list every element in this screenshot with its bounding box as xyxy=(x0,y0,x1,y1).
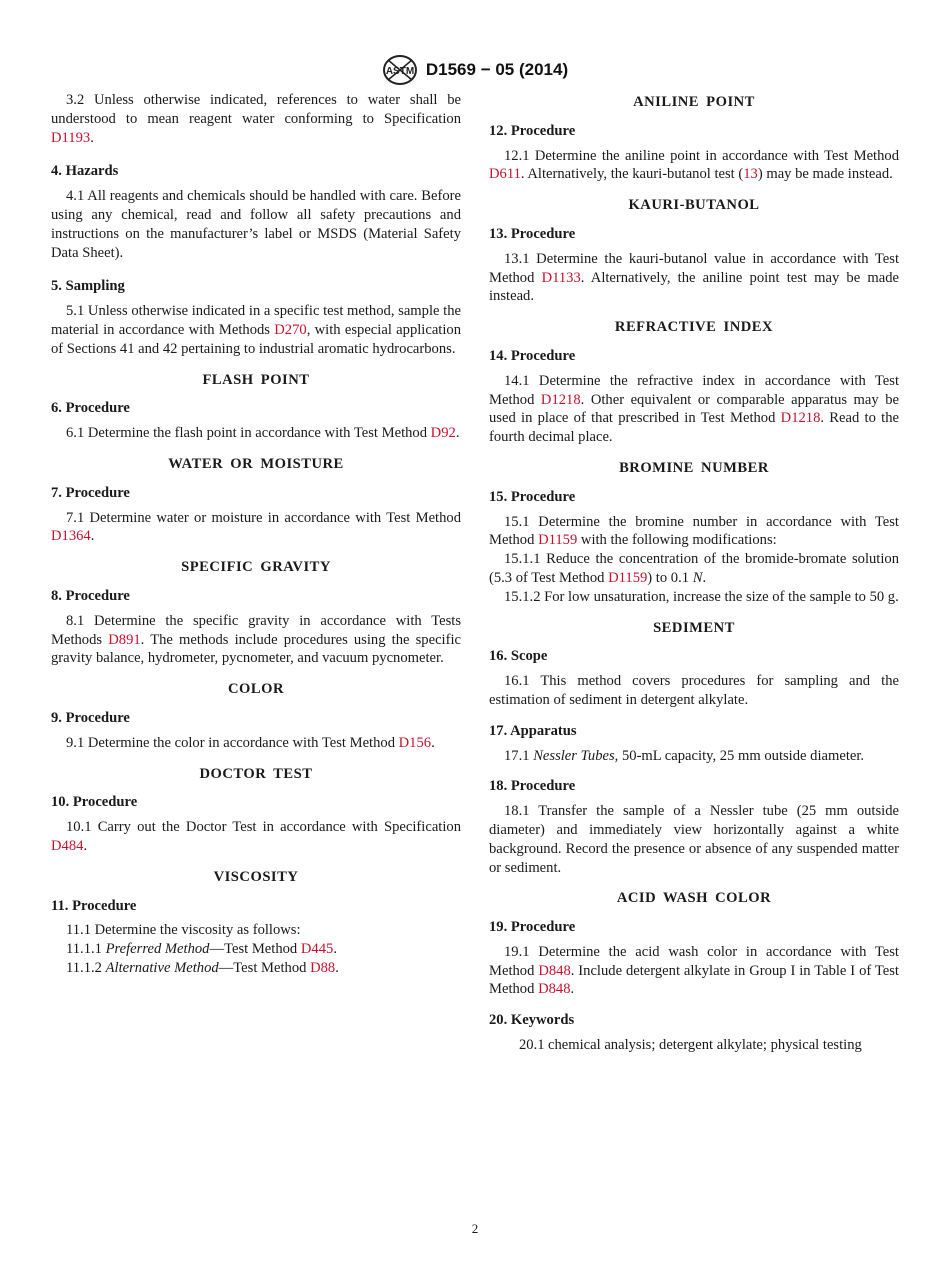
caption-color: COLOR xyxy=(227,681,284,698)
section-9-heading: 9. Procedure xyxy=(51,709,130,726)
para-11-1-1: 11.1.1 Preferred Method—Test Method D445. xyxy=(66,941,337,958)
section-4-heading: 4. Hazards xyxy=(51,163,119,180)
section-17-heading: 17. Apparatus xyxy=(489,722,577,739)
link-d1159-second[interactable]: D1159 xyxy=(608,569,648,586)
para-9-1: 9.1 Determine the color in accordance with Test Method D156. xyxy=(66,734,435,751)
link-d1193[interactable]: D1193 xyxy=(51,129,91,146)
astm-logo-icon xyxy=(382,54,418,86)
caption-refractive-index: REFRACTIVE INDEX xyxy=(614,319,774,336)
para-15-1-2: 15.1.2 For low unsaturation, increase the size of the sample to 50 g. xyxy=(504,588,899,605)
document-designation: D1569 − 05 (2014) xyxy=(425,60,569,79)
para-19-1: 19.1 Determine the acid wash color in accordance with Test Method D848. Include detergent alkylate in Group I in Table I of Test Method D848. xyxy=(489,943,899,998)
section-11-heading: 11. Procedure xyxy=(51,897,137,914)
para-11-1-2: 11.1.2 Alternative Method—Test Method D88. xyxy=(66,959,339,976)
para-6-1: 6.1 Determine the flash point in accordance with Test Method D92. xyxy=(66,425,460,442)
para-10-1: 10.1 Carry out the Doctor Test in accordance with Specification D484. xyxy=(51,819,461,854)
caption-flash-point: FLASH POINT xyxy=(202,371,310,388)
link-d1218-second[interactable]: D1218 xyxy=(780,410,821,427)
para-16-1: 16.1 This method covers procedures for sampling and the estimation of sediment in detergent alkylate. xyxy=(489,673,899,708)
para-13-1: 13.1 Determine the kauri-butanol value in accordance with Test Method D1133. Alternatively, the aniline point test may be made instead. xyxy=(489,250,899,305)
para-11-1: 11.1 Determine the viscosity as follows: xyxy=(66,922,301,939)
caption-doctor-test: DOCTOR TEST xyxy=(199,765,313,782)
para-3-2: 3.2 Unless otherwise indicated, references to water shall be understood to mean reagent water conforming to Specification D1193. xyxy=(51,92,461,146)
para-15-1: 15.1 Determine the bromine number in accordance with Test Method D1159 with the following modifications: xyxy=(489,513,899,549)
section-6-heading: 6. Procedure xyxy=(51,400,130,417)
left-column xyxy=(51,91,461,978)
link-d484[interactable]: D484 xyxy=(51,837,84,854)
para-15-1-1: 15.1.1 Reduce the concentration of the bromide-bromate solution (5.3 of Test Method D1159) to 0.1 N. xyxy=(489,551,899,586)
para-18-1: 18.1 Transfer the sample of a Nessler tube (25 mm outside diameter) and immediately view horizontally against a white background. Record the presence or absence of any suspended matter or sediment. xyxy=(489,803,899,876)
caption-water-moisture: WATER OR MOISTURE xyxy=(168,455,344,472)
link-d611[interactable]: D611 xyxy=(489,166,521,183)
link-d891[interactable]: D891 xyxy=(108,631,141,648)
para-20-1: 20.1 chemical analysis; detergent alkylate; physical testing xyxy=(519,1037,862,1054)
para-17-1: 17.1 Nessler Tubes, 50-mL capacity, 25 mm outside diameter. xyxy=(504,747,865,764)
section-16-heading: 16. Scope xyxy=(489,648,548,665)
link-d848[interactable]: D848 xyxy=(538,962,571,979)
para-4-1: 4.1 All reagents and chemicals should be handled with care. Before using any chemical, read and follow all safety precautions and instructions on the manufacturer’s label or MSDS (Material Safety Data Sheet). xyxy=(51,188,461,261)
para-14-1: 14.1 Determine the refractive index in accordance with Test Method D1218. Other equivalent or comparable apparatus may be used in place of that prescribed in Test Method D1218. Read to the fourth decimal place. xyxy=(489,372,899,446)
section-5-heading: 5. Sampling xyxy=(51,278,125,295)
caption-specific-gravity: SPECIFIC GRAVITY xyxy=(181,559,331,576)
para-7-1: 7.1 Determine water or moisture in accordance with Test Method D1364. xyxy=(51,509,461,545)
link-d848-second[interactable]: D848 xyxy=(538,981,571,998)
para-8-1: 8.1 Determine the specific gravity in accordance with Tests Methods D891. The methods include procedures using the specific gravity balance, hydrometer, pycnometer, and vacuum pycnometer. xyxy=(51,612,462,667)
link-d1159[interactable]: D1159 xyxy=(538,532,578,549)
section-14-heading: 14. Procedure xyxy=(489,347,576,364)
section-7-heading: 7. Procedure xyxy=(51,484,130,501)
link-d445[interactable]: D445 xyxy=(300,941,334,958)
page-number: 2 xyxy=(471,1221,479,1236)
link-d156[interactable]: D156 xyxy=(398,734,432,751)
link-d1218[interactable]: D1218 xyxy=(540,391,581,408)
section-20-heading: 20. Keywords xyxy=(489,1012,575,1029)
link-d88[interactable]: D88 xyxy=(310,959,336,976)
section-18-heading: 18. Procedure xyxy=(489,778,576,795)
link-d92[interactable]: D92 xyxy=(430,425,456,442)
link-ref-13[interactable]: 13 xyxy=(743,166,758,183)
page-header xyxy=(0,50,950,90)
link-d1364[interactable]: D1364 xyxy=(51,528,91,545)
section-10-heading: 10. Procedure xyxy=(51,794,138,811)
section-8-heading: 8. Procedure xyxy=(51,587,130,604)
caption-kauri-butanol: KAURI-BUTANOL xyxy=(628,197,760,214)
caption-viscosity: VISCOSITY xyxy=(213,868,299,885)
caption-acid-wash-color: ACID WASH COLOR xyxy=(616,890,772,907)
svg-text:ASTM: ASTM xyxy=(385,66,415,77)
section-12-heading: 12. Procedure xyxy=(489,122,576,139)
caption-aniline-point: ANILINE POINT xyxy=(633,94,755,110)
link-d270[interactable]: D270 xyxy=(274,321,307,338)
section-15-heading: 15. Procedure xyxy=(489,488,576,505)
right-column xyxy=(489,91,899,1055)
caption-sediment: SEDIMENT xyxy=(653,619,735,636)
para-12-1: 12.1 Determine the aniline point in accordance with Test Method D611. Alternatively, the kauri-butanol test (13) may be made instead. xyxy=(489,147,899,183)
caption-bromine-number: BROMINE NUMBER xyxy=(619,459,769,476)
para-5-1: 5.1 Unless otherwise indicated in a specific test method, sample the material in accordance with Methods D270, with especial application of Sections 41 and 42 pertaining to industrial aromatic hydrocarbons. xyxy=(51,303,462,357)
link-d1133[interactable]: D1133 xyxy=(541,269,581,286)
section-13-heading: 13. Procedure xyxy=(489,225,576,242)
section-19-heading: 19. Procedure xyxy=(489,919,576,936)
